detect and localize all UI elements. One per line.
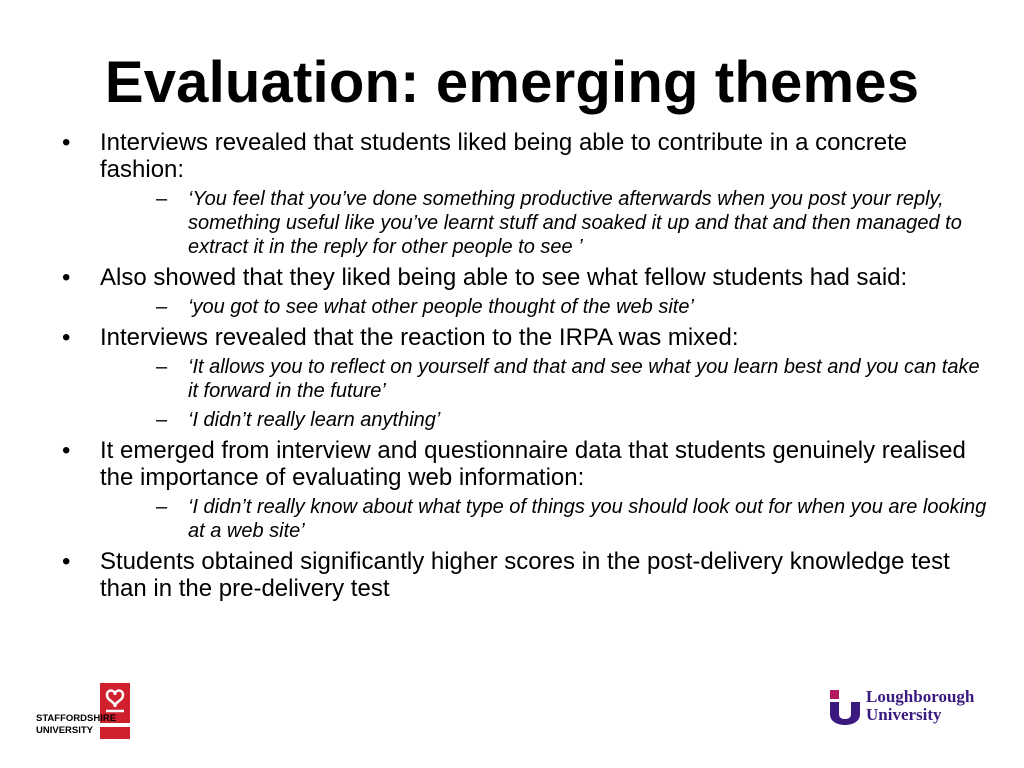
bullet-text: Also showed that they liked being able to see what fellow students had said: [100, 264, 908, 291]
bullet-marker: • [62, 548, 71, 575]
staffordshire-university-logo [36, 683, 136, 743]
sub-bullet-marker: – [156, 356, 168, 378]
sub-bullet-item [100, 187, 988, 259]
bullet-text: Interviews revealed that the reaction to the IRPA was mixed: [100, 324, 739, 351]
lboro-line1: Loughborough [866, 687, 975, 706]
slide-title: Evaluation: emerging themes [104, 50, 920, 115]
bullet-item [58, 324, 988, 432]
staffs-line1: STAFFORDSHIRE [36, 713, 117, 724]
bullet-item [58, 548, 988, 602]
loughborough-crest-icon [828, 688, 862, 726]
staffs-line2: UNIVERSITY [36, 725, 94, 736]
sub-bullet-item [100, 295, 988, 319]
lboro-line2: University [866, 705, 942, 724]
bullet-list [58, 129, 988, 607]
bullet-item [58, 437, 988, 543]
bullet-marker: • [62, 437, 71, 464]
bullet-text: Interviews revealed that students liked being able to contribute in a concrete fashion: [100, 129, 908, 183]
bullet-item [58, 264, 988, 319]
bullet-marker: • [62, 129, 71, 156]
sub-bullet-item [100, 495, 988, 543]
quote-text: ‘It allows you to reflect on yourself and that and see what you learn best and you can take it forward in the future’ [188, 356, 980, 402]
sub-bullet-marker: – [156, 296, 168, 318]
sub-bullet-marker: – [156, 409, 168, 431]
bullet-text: It emerged from interview and questionnaire data that students genuinely realised the importance of evaluating web information: [100, 437, 966, 491]
sub-bullet-item [100, 408, 988, 432]
quote-text: ‘I didn’t really learn anything’ [188, 409, 441, 431]
loughborough-university-logo [828, 686, 1003, 732]
quote-text: ‘You feel that you’ve done something productive afterwards when you post your reply, something useful like you’ve learnt stuff and soaked it up and that and then managed to extract it in the reply for other people to see ’ [188, 188, 962, 258]
bullet-text: Students obtained significantly higher scores in the post-delivery knowledge test than in the pre-delivery test [100, 548, 950, 602]
bullet-marker: • [62, 324, 71, 351]
bullet-item [58, 129, 988, 259]
sub-bullet-marker: – [156, 188, 168, 210]
quote-text: ‘you got to see what other people thought of the web site’ [188, 296, 694, 318]
bullet-marker: • [62, 264, 71, 291]
quote-text: ‘I didn’t really know about what type of things you should look out for when you are looking at a web site’ [188, 496, 987, 542]
sub-bullet-marker: – [156, 496, 168, 518]
sub-bullet-item [100, 355, 988, 403]
